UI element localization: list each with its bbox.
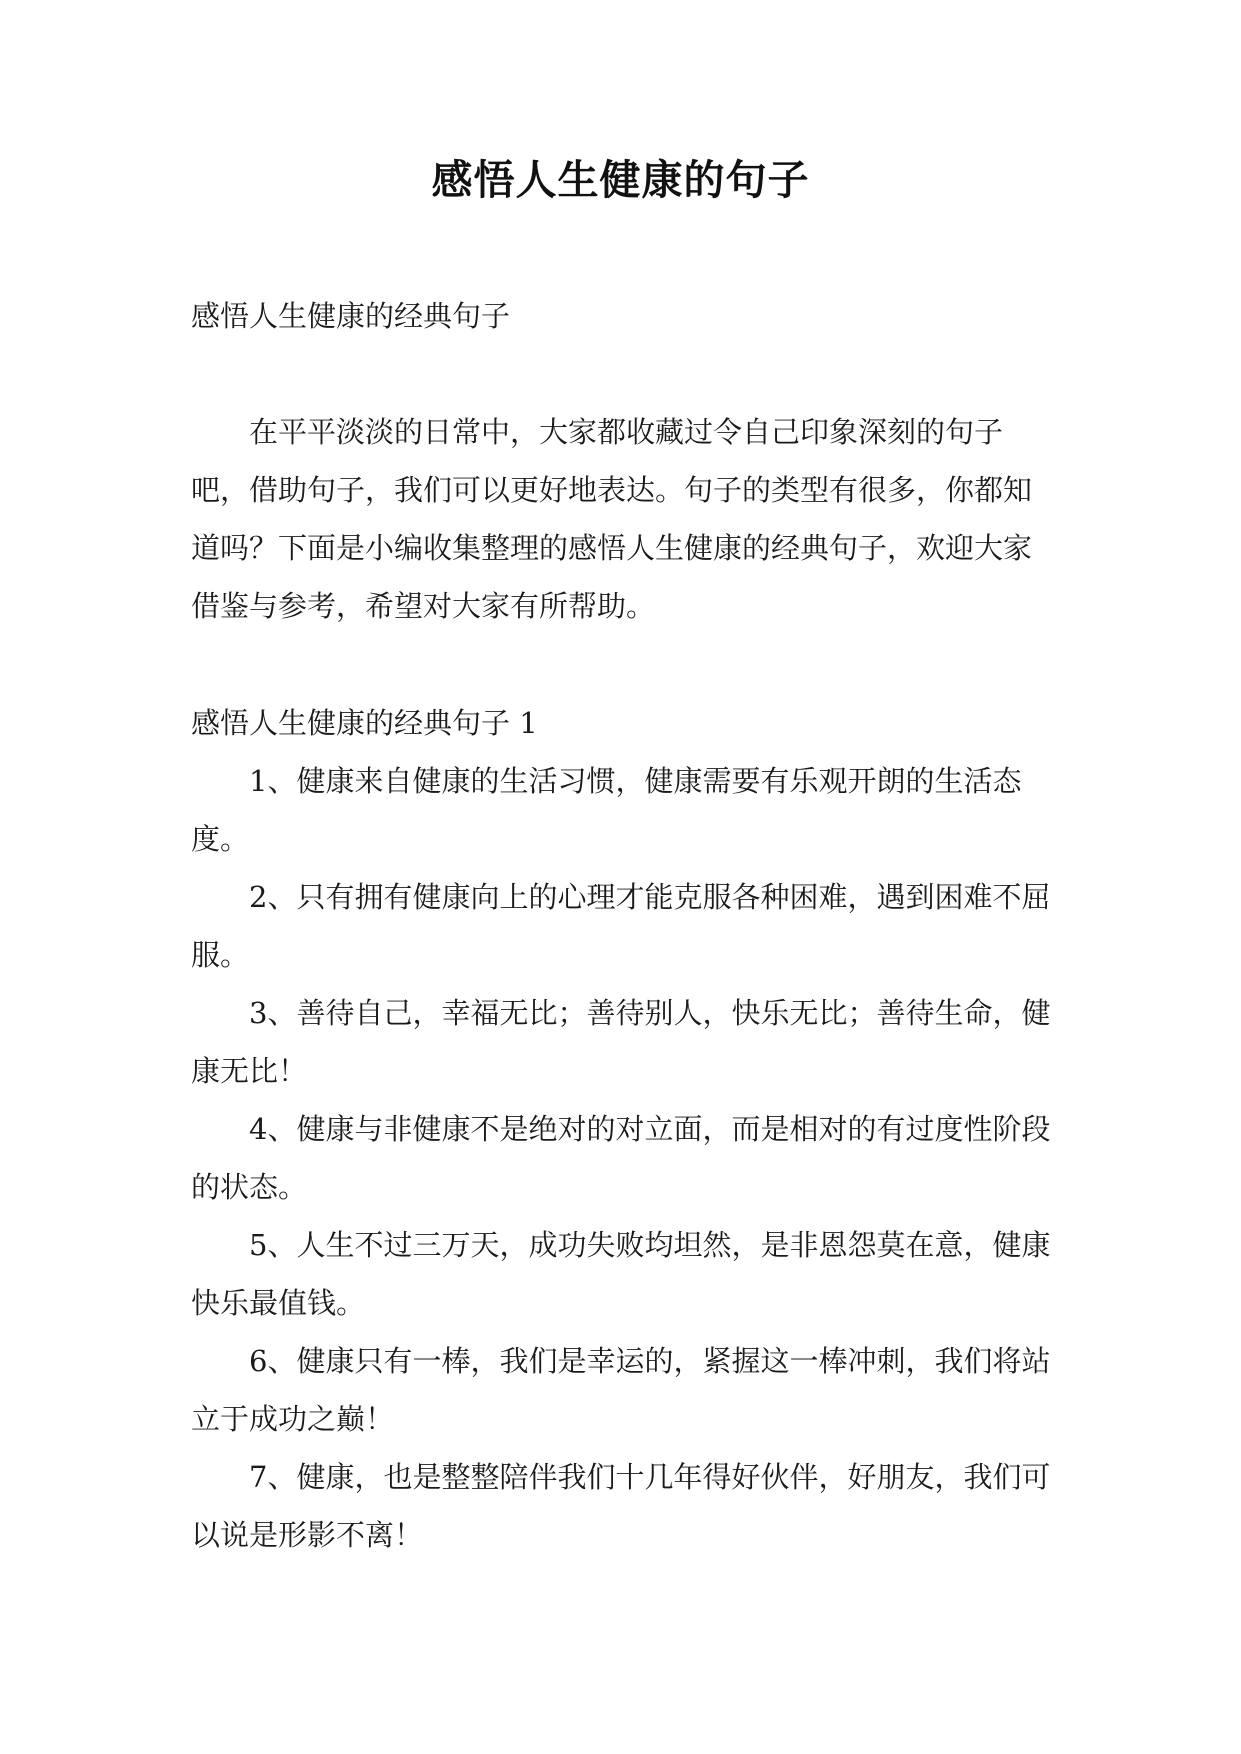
sentence-list — [191, 752, 1059, 1564]
document-title: 感悟人生健康的句子 — [431, 156, 810, 204]
list-item: 5、人生不过三万天，成功失败均坦然，是非恩怨莫在意，健康快乐最值钱。 — [191, 1228, 1051, 1320]
list-item: 4、健康与非健康不是绝对的对立面，而是相对的有过度性阶段的状态。 — [191, 1112, 1051, 1204]
list-item: 3、善待自己，幸福无比；善待别人，快乐无比；善待生命，健康无比！ — [191, 996, 1051, 1088]
list-item: 2、只有拥有健康向上的心理才能克服各种困难，遇到困难不屈服。 — [191, 880, 1051, 972]
section-heading: 感悟人生健康的经典句子 1 — [191, 706, 538, 740]
list-item: 1、健康来自健康的生活习惯，健康需要有乐观开朗的生活态度。 — [191, 764, 1022, 856]
list-item: 7、健康，也是整整陪伴我们十几年得好伙伴，好朋友，我们可以说是形影不离！ — [191, 1460, 1051, 1552]
document-subtitle: 感悟人生健康的经典句子 — [191, 299, 511, 333]
list-item: 6、健康只有一棒，我们是幸运的，紧握这一棒冲刺，我们将站立于成功之巅！ — [191, 1344, 1051, 1436]
intro-paragraph: 在平平淡淡的日常中，大家都收藏过令自己印象深刻的句子吧，借助句子，我们可以更好地表达。句子的类型有很多，你都知道吗？下面是小编收集整理的感悟人生健康的经典句子，欢迎大家借鉴与参考，希望对大家有所帮助。 — [191, 415, 1033, 623]
